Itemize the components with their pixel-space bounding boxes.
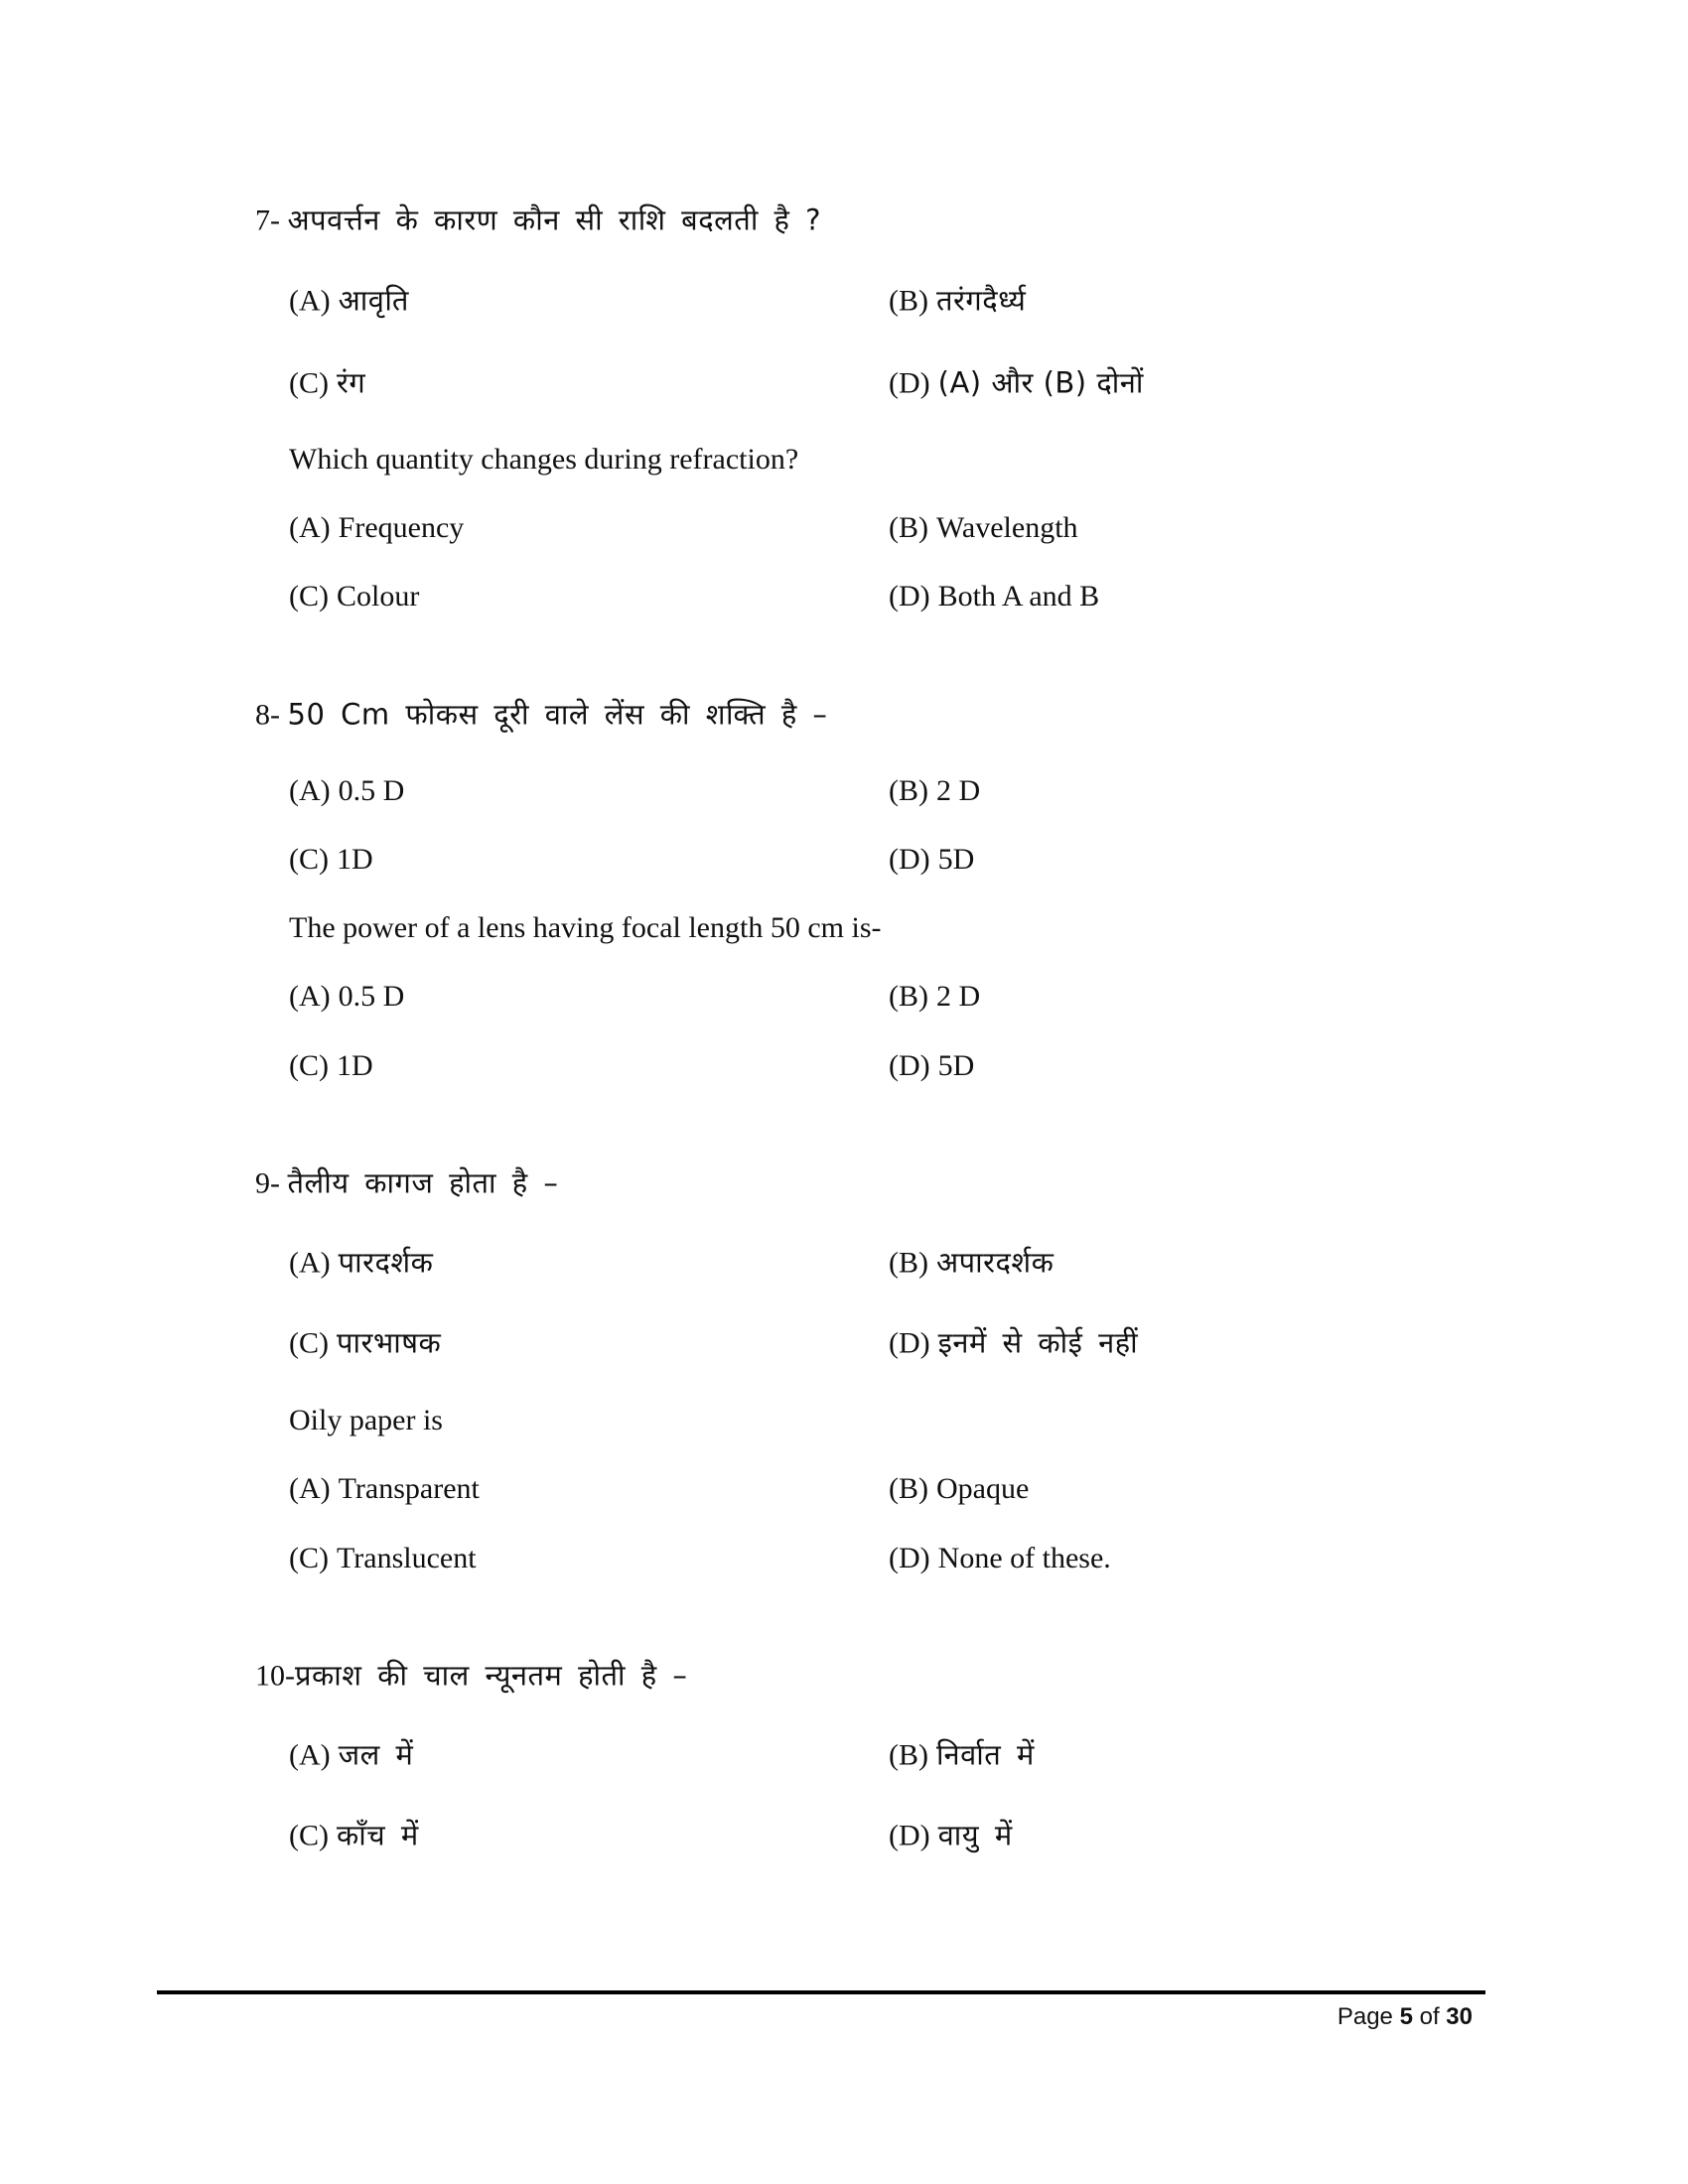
option-text: (A) और (B) दोनों [937,365,1144,400]
option-text: Wavelength [936,511,1078,544]
question-9-hindi [255,1163,558,1204]
option-text: वायु में [937,1818,1013,1852]
option-text: आवृति [338,283,409,318]
option-label: (A) [289,284,331,318]
option-text: 0.5 D [338,774,405,807]
option-label: (A) [289,1472,331,1505]
question-9-english: Oily paper is [289,1404,443,1436]
option-label: (A) [289,1246,331,1280]
page-of: of [1419,2003,1440,2030]
question-number: 7- [255,204,280,237]
option-label: (B) [889,1472,928,1505]
option-label: (A) [289,980,331,1013]
option-c-hindi [289,1816,419,1856]
option-text: 2 D [936,980,981,1013]
option-label: (C) [289,843,329,876]
option-d-english [889,577,1099,616]
option-text: 5D [937,1049,975,1082]
option-a-hindi [289,771,404,811]
option-d-english [889,1046,974,1086]
option-label: (C) [289,366,329,400]
option-text: 0.5 D [338,980,405,1013]
page-number [1337,2001,1473,2033]
option-d-english [889,1539,1111,1578]
option-label: (D) [889,580,930,613]
question-number: 8- [255,698,280,732]
option-text: None of these. [937,1542,1111,1574]
option-c-english [289,1046,373,1086]
question-7-english: Which quantity changes during refraction? [289,443,799,476]
option-text: Frequency [338,511,465,544]
option-label: (B) [889,980,928,1013]
option-text: पारदर्शक [338,1245,434,1280]
footer-divider [157,1990,1485,1994]
option-a-english [289,977,404,1017]
option-a-english [289,1469,480,1509]
page-total: 30 [1446,2003,1473,2030]
question-7-hindi [255,201,821,241]
option-label: (B) [889,1738,928,1772]
question-8-english: The power of a lens having focal length 50 cm is- [289,911,882,944]
option-label: (D) [889,1049,930,1082]
option-b-hindi [889,281,1026,322]
option-label: (D) [889,843,930,876]
option-label: (C) [289,580,329,613]
option-text: 1D [337,1049,373,1082]
option-text: 1D [337,843,373,876]
option-d-hindi [889,1816,1013,1856]
option-label: (A) [289,511,331,544]
option-label: (B) [889,284,928,318]
option-b-english [889,1469,1029,1509]
option-b-hindi [889,1735,1035,1776]
option-label: (B) [889,774,928,807]
option-d-hindi [889,840,974,880]
option-text: Translucent [337,1542,477,1574]
option-label: (D) [889,366,930,400]
option-label: (A) [289,1738,331,1772]
option-label: (C) [289,1049,329,1082]
option-a-english [289,508,464,548]
option-label: (D) [889,1542,930,1574]
option-label: (D) [889,1819,930,1852]
option-text: Both A and B [937,580,1100,613]
option-label: (D) [889,1326,930,1360]
option-c-hindi [289,1323,441,1364]
option-text: इनमें से कोई नहीं [937,1325,1139,1360]
option-a-hindi [289,281,409,322]
question-text-hindi: तैलीय कागज होता है – [287,1165,559,1200]
option-b-english [889,508,1078,548]
option-c-hindi [289,363,365,404]
option-b-hindi [889,1243,1054,1284]
option-text: पारभाषक [337,1325,442,1360]
question-text-hindi: प्रकाश की चाल न्यूनतम होती है – [295,1658,688,1693]
option-text: अपारदर्शक [936,1245,1055,1280]
option-text: 5D [937,843,975,876]
option-a-hindi [289,1243,433,1284]
option-d-hindi [889,363,1144,404]
option-text: 2 D [936,774,981,807]
option-label: (B) [889,511,928,544]
option-a-hindi [289,1735,413,1776]
question-number: 9- [255,1166,280,1200]
option-text: रंग [337,365,366,400]
option-c-hindi [289,840,373,880]
question-text-hindi: अपवर्त्तन के कारण कौन सी राशि बदलती है ? [287,203,822,237]
option-c-english [289,577,419,616]
option-text: Colour [337,580,420,613]
page-current: 5 [1399,2003,1413,2030]
question-number: 10- [255,1659,295,1693]
option-label: (C) [289,1326,329,1360]
option-text: Opaque [936,1472,1030,1505]
option-text: निर्वात में [936,1737,1035,1772]
question-text-hindi: 50 Cm फोकस दूरी वाले लेंस की शक्ति है – [287,697,828,732]
option-text: तरंगदैर्ध्य [936,283,1027,318]
question-8-hindi [255,695,827,736]
option-text: जल में [338,1737,414,1772]
page-prefix: Page [1336,2003,1393,2030]
option-d-hindi [889,1323,1138,1364]
option-label: (C) [289,1819,329,1852]
option-c-english [289,1539,477,1578]
option-text: Transparent [338,1472,480,1505]
option-b-hindi [889,771,980,811]
option-label: (C) [289,1542,329,1574]
option-text: काँच में [337,1818,419,1852]
option-b-english [889,977,980,1017]
option-label: (B) [889,1246,928,1280]
question-10-hindi [255,1656,687,1697]
option-label: (A) [289,774,331,807]
